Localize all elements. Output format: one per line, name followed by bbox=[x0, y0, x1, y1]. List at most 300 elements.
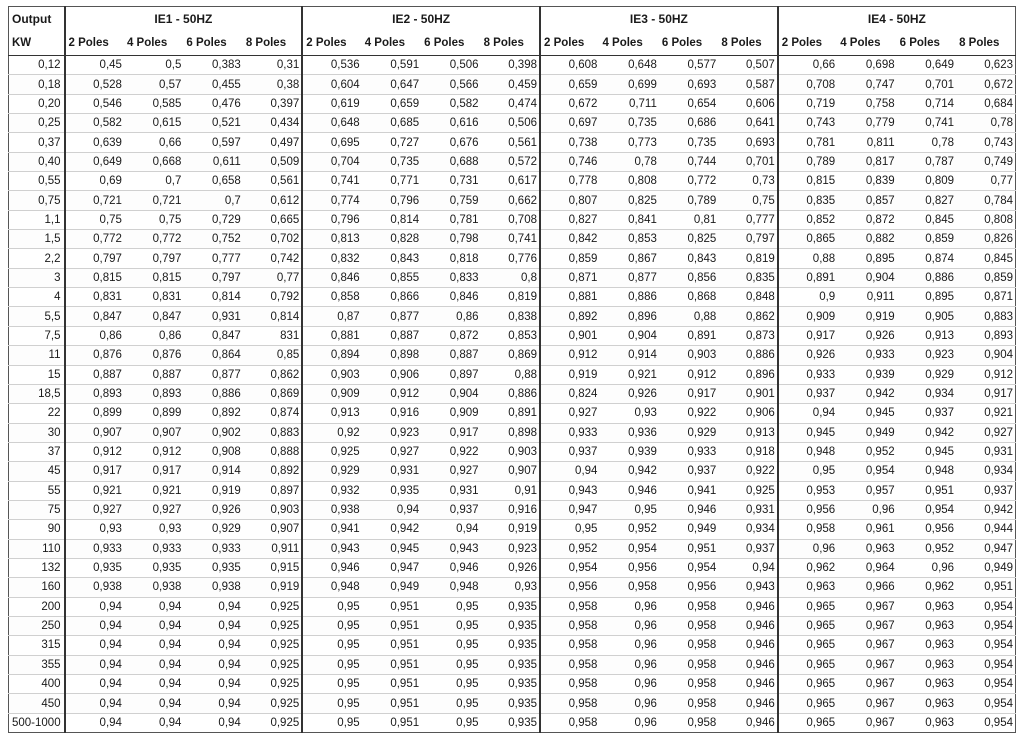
efficiency-cell: 0,877 bbox=[599, 268, 658, 287]
efficiency-cell: 0,789 bbox=[659, 191, 718, 210]
efficiency-cell: 0,857 bbox=[837, 191, 896, 210]
efficiency-cell: 0,967 bbox=[837, 675, 896, 694]
efficiency-cell: 0,926 bbox=[183, 500, 242, 519]
efficiency-cell: 0,744 bbox=[659, 152, 718, 171]
efficiency-cell: 0,913 bbox=[718, 423, 777, 442]
efficiency-cell: 0,919 bbox=[540, 365, 599, 384]
efficiency-cell: 0,913 bbox=[302, 404, 361, 423]
efficiency-cell: 0,967 bbox=[837, 713, 896, 732]
efficiency-cell: 0,946 bbox=[599, 481, 658, 500]
table-row bbox=[9, 326, 1016, 345]
efficiency-cell: 0,951 bbox=[362, 675, 421, 694]
efficiency-cell: 0,668 bbox=[124, 152, 183, 171]
ie4-6poles-header: 6 Poles bbox=[897, 31, 956, 56]
efficiency-cell: 0,904 bbox=[599, 326, 658, 345]
efficiency-cell: 0,94 bbox=[65, 636, 124, 655]
efficiency-cell: 0,743 bbox=[956, 133, 1015, 152]
efficiency-cell: 0,903 bbox=[302, 365, 361, 384]
efficiency-cell: 0,698 bbox=[837, 56, 896, 75]
efficiency-cell: 0,8 bbox=[481, 268, 540, 287]
efficiency-cell: 0,654 bbox=[659, 94, 718, 113]
efficiency-cell: 0,945 bbox=[778, 423, 837, 442]
efficiency-cell: 0,941 bbox=[302, 520, 361, 539]
efficiency-cell: 0,921 bbox=[599, 365, 658, 384]
efficiency-cell: 0,896 bbox=[599, 307, 658, 326]
efficiency-cell: 0,838 bbox=[481, 307, 540, 326]
efficiency-cell: 0,94 bbox=[65, 655, 124, 674]
efficiency-cell: 0,721 bbox=[124, 191, 183, 210]
efficiency-cell: 0,711 bbox=[599, 94, 658, 113]
efficiency-cell: 0,967 bbox=[837, 597, 896, 616]
efficiency-cell: 0,521 bbox=[183, 114, 242, 133]
efficiency-cell: 0,935 bbox=[481, 597, 540, 616]
efficiency-cell: 0,741 bbox=[481, 230, 540, 249]
output-kw-cell: 200 bbox=[9, 597, 65, 616]
efficiency-cell: 0,859 bbox=[540, 249, 599, 268]
efficiency-cell: 0,951 bbox=[659, 539, 718, 558]
efficiency-cell: 0,892 bbox=[243, 462, 302, 481]
efficiency-cell: 0,94 bbox=[183, 675, 242, 694]
efficiency-cell: 0,912 bbox=[540, 346, 599, 365]
efficiency-cell: 0,887 bbox=[124, 365, 183, 384]
output-kw-cell: 1,5 bbox=[9, 230, 65, 249]
efficiency-cell: 0,913 bbox=[897, 326, 956, 345]
efficiency-cell: 0,918 bbox=[718, 442, 777, 461]
efficiency-cell: 0,929 bbox=[659, 423, 718, 442]
efficiency-cell: 0,958 bbox=[659, 694, 718, 713]
table-row bbox=[9, 558, 1016, 577]
efficiency-cell: 0,685 bbox=[362, 114, 421, 133]
efficiency-cell: 0,847 bbox=[124, 307, 183, 326]
efficiency-cell: 0,617 bbox=[481, 172, 540, 191]
efficiency-cell: 0,933 bbox=[124, 539, 183, 558]
efficiency-cell: 0,743 bbox=[778, 114, 837, 133]
efficiency-cell: 0,566 bbox=[421, 75, 480, 94]
efficiency-cell: 0,954 bbox=[956, 597, 1015, 616]
efficiency-cell: 0,931 bbox=[956, 442, 1015, 461]
efficiency-cell: 0,606 bbox=[718, 94, 777, 113]
output-kw-cell: 0,40 bbox=[9, 152, 65, 171]
efficiency-cell: 0,965 bbox=[778, 694, 837, 713]
ie2-8poles-header: 8 Poles bbox=[481, 31, 540, 56]
ie1-2poles-header: 2 Poles bbox=[65, 31, 124, 56]
efficiency-cell: 0,937 bbox=[659, 462, 718, 481]
efficiency-cell: 0,78 bbox=[956, 114, 1015, 133]
efficiency-cell: 0,922 bbox=[421, 442, 480, 461]
efficiency-cell: 0,958 bbox=[540, 636, 599, 655]
efficiency-cell: 0,963 bbox=[897, 597, 956, 616]
table-row bbox=[9, 462, 1016, 481]
efficiency-cell: 0,877 bbox=[362, 307, 421, 326]
efficiency-cell: 0,963 bbox=[897, 675, 956, 694]
efficiency-cell: 0,926 bbox=[481, 558, 540, 577]
efficiency-cell: 0,926 bbox=[837, 326, 896, 345]
output-kw-cell: 0,55 bbox=[9, 172, 65, 191]
efficiency-cell: 0,962 bbox=[897, 578, 956, 597]
efficiency-cell: 0,853 bbox=[481, 326, 540, 345]
efficiency-cell: 0,921 bbox=[956, 404, 1015, 423]
efficiency-cell: 0,831 bbox=[124, 288, 183, 307]
efficiency-cell: 0,658 bbox=[183, 172, 242, 191]
efficiency-cell: 0,927 bbox=[540, 404, 599, 423]
efficiency-cell: 0,909 bbox=[302, 384, 361, 403]
efficiency-cell: 0,919 bbox=[183, 481, 242, 500]
efficiency-cell: 0,891 bbox=[481, 404, 540, 423]
table-row bbox=[9, 384, 1016, 403]
efficiency-cell: 0,95 bbox=[421, 713, 480, 732]
efficiency-cell: 0,86 bbox=[421, 307, 480, 326]
efficiency-cell: 0,921 bbox=[124, 481, 183, 500]
efficiency-cell: 0,953 bbox=[778, 481, 837, 500]
table-row bbox=[9, 75, 1016, 94]
efficiency-cell: 0,697 bbox=[540, 114, 599, 133]
efficiency-cell: 0,95 bbox=[540, 520, 599, 539]
efficiency-cell: 0,954 bbox=[956, 655, 1015, 674]
efficiency-cell: 0,925 bbox=[302, 442, 361, 461]
efficiency-cell: 0,886 bbox=[481, 384, 540, 403]
efficiency-cell: 0,5 bbox=[124, 56, 183, 75]
efficiency-cell: 0,954 bbox=[956, 675, 1015, 694]
efficiency-cell: 0,779 bbox=[837, 114, 896, 133]
efficiency-cell: 0,914 bbox=[183, 462, 242, 481]
efficiency-cell: 0,828 bbox=[362, 230, 421, 249]
efficiency-cell: 0,957 bbox=[837, 481, 896, 500]
efficiency-cell: 0,815 bbox=[65, 268, 124, 287]
efficiency-cell: 0,954 bbox=[599, 539, 658, 558]
efficiency-cell: 0,899 bbox=[65, 404, 124, 423]
efficiency-cell: 0,914 bbox=[599, 346, 658, 365]
efficiency-cell: 0,699 bbox=[599, 75, 658, 94]
efficiency-cell: 0,935 bbox=[65, 558, 124, 577]
efficiency-cell: 0,434 bbox=[243, 114, 302, 133]
efficiency-cell: 0,398 bbox=[481, 56, 540, 75]
efficiency-cell: 0,93 bbox=[599, 404, 658, 423]
efficiency-cell: 0,931 bbox=[362, 462, 421, 481]
efficiency-cell: 0,94 bbox=[65, 713, 124, 732]
efficiency-cell: 0,952 bbox=[897, 539, 956, 558]
efficiency-cell: 0,923 bbox=[481, 539, 540, 558]
efficiency-cell: 0,874 bbox=[243, 404, 302, 423]
efficiency-cell: 0,88 bbox=[481, 365, 540, 384]
efficiency-cell: 0,623 bbox=[956, 56, 1015, 75]
efficiency-cell: 0,893 bbox=[124, 384, 183, 403]
efficiency-cell: 0,939 bbox=[837, 365, 896, 384]
efficiency-cell: 0,906 bbox=[362, 365, 421, 384]
efficiency-cell: 0,853 bbox=[599, 230, 658, 249]
ie4-2poles-header: 2 Poles bbox=[778, 31, 837, 56]
efficiency-cell: 0,94 bbox=[65, 597, 124, 616]
efficiency-cell: 0,954 bbox=[956, 636, 1015, 655]
efficiency-cell: 0,772 bbox=[124, 230, 183, 249]
efficiency-cell: 0,954 bbox=[659, 558, 718, 577]
efficiency-cell: 0,967 bbox=[837, 694, 896, 713]
efficiency-cell: 0,615 bbox=[124, 114, 183, 133]
efficiency-cell: 0,811 bbox=[837, 133, 896, 152]
efficiency-cell: 0,925 bbox=[243, 655, 302, 674]
efficiency-cell: 0,929 bbox=[302, 462, 361, 481]
efficiency-cell: 0,94 bbox=[65, 675, 124, 694]
efficiency-cell: 0,904 bbox=[956, 346, 1015, 365]
efficiency-cell: 0,862 bbox=[718, 307, 777, 326]
efficiency-cell: 0,935 bbox=[124, 558, 183, 577]
efficiency-cell: 0,93 bbox=[124, 520, 183, 539]
table-row bbox=[9, 423, 1016, 442]
efficiency-cell: 0,611 bbox=[183, 152, 242, 171]
efficiency-cell: 0,536 bbox=[302, 56, 361, 75]
efficiency-cell: 0,852 bbox=[778, 210, 837, 229]
efficiency-cell: 0,96 bbox=[599, 713, 658, 732]
efficiency-cell: 0,701 bbox=[718, 152, 777, 171]
efficiency-cell: 0,856 bbox=[659, 268, 718, 287]
efficiency-cell: 0,926 bbox=[778, 346, 837, 365]
efficiency-cell: 0,958 bbox=[540, 675, 599, 694]
efficiency-cell: 0,958 bbox=[540, 655, 599, 674]
efficiency-cell: 0,825 bbox=[599, 191, 658, 210]
efficiency-cell: 0,922 bbox=[718, 462, 777, 481]
efficiency-cell: 0,965 bbox=[778, 713, 837, 732]
efficiency-cell: 0,927 bbox=[956, 423, 1015, 442]
efficiency-cell: 0,942 bbox=[837, 384, 896, 403]
output-kw-cell: 0,25 bbox=[9, 114, 65, 133]
output-kw-cell: 45 bbox=[9, 462, 65, 481]
efficiency-cell: 0,912 bbox=[362, 384, 421, 403]
efficiency-cell: 0,735 bbox=[599, 114, 658, 133]
efficiency-cell: 0,964 bbox=[837, 558, 896, 577]
efficiency-cell: 0,693 bbox=[718, 133, 777, 152]
efficiency-cell: 0,893 bbox=[956, 326, 1015, 345]
output-kw-cell: 355 bbox=[9, 655, 65, 674]
efficiency-cell: 0,95 bbox=[599, 500, 658, 519]
efficiency-cell: 0,901 bbox=[718, 384, 777, 403]
efficiency-cell: 0,78 bbox=[599, 152, 658, 171]
efficiency-cell: 0,923 bbox=[897, 346, 956, 365]
efficiency-cell: 0,95 bbox=[421, 694, 480, 713]
efficiency-cell: 0,648 bbox=[302, 114, 361, 133]
efficiency-cell: 0,95 bbox=[421, 655, 480, 674]
efficiency-cell: 0,719 bbox=[778, 94, 837, 113]
efficiency-cell: 0,948 bbox=[778, 442, 837, 461]
efficiency-cell: 0,7 bbox=[124, 172, 183, 191]
efficiency-cell: 0,956 bbox=[897, 520, 956, 539]
efficiency-cell: 0,931 bbox=[421, 481, 480, 500]
efficiency-cell: 0,934 bbox=[718, 520, 777, 539]
efficiency-cell: 0,731 bbox=[421, 172, 480, 191]
efficiency-cell: 0,94 bbox=[421, 520, 480, 539]
efficiency-cell: 0,907 bbox=[243, 520, 302, 539]
efficiency-cell: 0,81 bbox=[659, 210, 718, 229]
efficiency-cell: 0,956 bbox=[599, 558, 658, 577]
efficiency-cell: 0,94 bbox=[124, 655, 183, 674]
table-row bbox=[9, 713, 1016, 732]
efficiency-cell: 0,881 bbox=[302, 326, 361, 345]
efficiency-cell: 0,891 bbox=[659, 326, 718, 345]
efficiency-cell: 0,952 bbox=[540, 539, 599, 558]
ie2-2poles-header: 2 Poles bbox=[302, 31, 361, 56]
efficiency-cell: 0,746 bbox=[540, 152, 599, 171]
efficiency-cell: 0,904 bbox=[421, 384, 480, 403]
efficiency-cell: 0,95 bbox=[421, 675, 480, 694]
efficiency-cell: 0,741 bbox=[302, 172, 361, 191]
efficiency-cell: 0,94 bbox=[124, 675, 183, 694]
efficiency-cell: 0,912 bbox=[65, 442, 124, 461]
output-kw-cell: 132 bbox=[9, 558, 65, 577]
efficiency-cell: 0,843 bbox=[362, 249, 421, 268]
efficiency-cell: 0,647 bbox=[362, 75, 421, 94]
efficiency-cell: 0,958 bbox=[659, 675, 718, 694]
efficiency-cell: 0,701 bbox=[897, 75, 956, 94]
efficiency-cell: 0,506 bbox=[481, 114, 540, 133]
efficiency-cell: 0,749 bbox=[956, 152, 1015, 171]
efficiency-cell: 0,94 bbox=[183, 655, 242, 674]
table-row bbox=[9, 675, 1016, 694]
efficiency-cell: 0,808 bbox=[956, 210, 1015, 229]
output-kw-cell: 7,5 bbox=[9, 326, 65, 345]
efficiency-cell: 0,758 bbox=[837, 94, 896, 113]
efficiency-cell: 0,94 bbox=[540, 462, 599, 481]
group-header-row bbox=[9, 7, 1016, 32]
efficiency-cell: 0,946 bbox=[718, 655, 777, 674]
efficiency-cell: 0,93 bbox=[65, 520, 124, 539]
efficiency-cell: 0,897 bbox=[421, 365, 480, 384]
efficiency-cell: 0,892 bbox=[540, 307, 599, 326]
efficiency-cell: 0,965 bbox=[778, 636, 837, 655]
table-row bbox=[9, 152, 1016, 171]
efficiency-cell: 0,814 bbox=[362, 210, 421, 229]
efficiency-cell: 0,917 bbox=[659, 384, 718, 403]
efficiency-cell: 0,833 bbox=[421, 268, 480, 287]
efficiency-cell: 0,958 bbox=[540, 597, 599, 616]
efficiency-cell: 0,847 bbox=[65, 307, 124, 326]
efficiency-cell: 0,587 bbox=[718, 75, 777, 94]
efficiency-cell: 0,933 bbox=[659, 442, 718, 461]
efficiency-cell: 0,94 bbox=[124, 597, 183, 616]
efficiency-cell: 0,842 bbox=[540, 230, 599, 249]
efficiency-cell: 0,864 bbox=[183, 346, 242, 365]
efficiency-cell: 0,96 bbox=[599, 616, 658, 635]
efficiency-cell: 0,639 bbox=[65, 133, 124, 152]
efficiency-cell: 0,893 bbox=[65, 384, 124, 403]
efficiency-cell: 0,7 bbox=[183, 191, 242, 210]
efficiency-cell: 0,965 bbox=[778, 616, 837, 635]
efficiency-cell: 0,75 bbox=[124, 210, 183, 229]
output-kw-cell: 400 bbox=[9, 675, 65, 694]
output-kw-cell: 75 bbox=[9, 500, 65, 519]
efficiency-cell: 0,925 bbox=[243, 597, 302, 616]
efficiency-cell: 0,94 bbox=[183, 616, 242, 635]
efficiency-cell: 0,909 bbox=[421, 404, 480, 423]
efficiency-cell: 0,866 bbox=[362, 288, 421, 307]
output-kw-cell: 4 bbox=[9, 288, 65, 307]
table-row bbox=[9, 404, 1016, 423]
efficiency-cell: 0,925 bbox=[243, 616, 302, 635]
efficiency-cell: 0,843 bbox=[659, 249, 718, 268]
efficiency-cell: 0,958 bbox=[540, 694, 599, 713]
efficiency-cell: 0,925 bbox=[243, 675, 302, 694]
table-row bbox=[9, 365, 1016, 384]
efficiency-cell: 0,966 bbox=[837, 578, 896, 597]
table-row bbox=[9, 636, 1016, 655]
efficiency-cell: 0,963 bbox=[897, 655, 956, 674]
efficiency-cell: 0,649 bbox=[65, 152, 124, 171]
efficiency-cell: 0,941 bbox=[659, 481, 718, 500]
table-row bbox=[9, 191, 1016, 210]
efficiency-cell: 0,932 bbox=[302, 481, 361, 500]
efficiency-cell: 0,94 bbox=[183, 597, 242, 616]
ie3-group-header: IE3 - 50HZ bbox=[540, 7, 778, 32]
efficiency-cell: 0,835 bbox=[718, 268, 777, 287]
table-row bbox=[9, 481, 1016, 500]
efficiency-cell: 0,917 bbox=[778, 326, 837, 345]
efficiency-cell: 0,759 bbox=[421, 191, 480, 210]
efficiency-cell: 0,528 bbox=[65, 75, 124, 94]
efficiency-cell: 0,906 bbox=[718, 404, 777, 423]
efficiency-cell: 0,797 bbox=[124, 249, 183, 268]
output-kw-cell: 0,75 bbox=[9, 191, 65, 210]
efficiency-cell: 0,476 bbox=[183, 94, 242, 113]
efficiency-cell: 0,948 bbox=[302, 578, 361, 597]
efficiency-cell: 0,738 bbox=[540, 133, 599, 152]
efficiency-cell: 0,933 bbox=[183, 539, 242, 558]
efficiency-cell: 0,855 bbox=[362, 268, 421, 287]
efficiency-cell: 0,887 bbox=[65, 365, 124, 384]
table-row bbox=[9, 597, 1016, 616]
table-row bbox=[9, 655, 1016, 674]
efficiency-cell: 0,951 bbox=[362, 655, 421, 674]
efficiency-cell: 0,933 bbox=[837, 346, 896, 365]
efficiency-cell: 0,956 bbox=[540, 578, 599, 597]
efficiency-cell: 0,777 bbox=[183, 249, 242, 268]
efficiency-cell: 0,96 bbox=[599, 597, 658, 616]
efficiency-cell: 0,865 bbox=[778, 230, 837, 249]
efficiency-cell: 0,877 bbox=[183, 365, 242, 384]
efficiency-cell: 0,916 bbox=[362, 404, 421, 423]
table-row bbox=[9, 94, 1016, 113]
efficiency-cell: 0,911 bbox=[837, 288, 896, 307]
output-kw-cell: 2,2 bbox=[9, 249, 65, 268]
table-row bbox=[9, 539, 1016, 558]
efficiency-cell: 0,937 bbox=[421, 500, 480, 519]
efficiency-cell: 0,909 bbox=[778, 307, 837, 326]
efficiency-cell: 0,94 bbox=[362, 500, 421, 519]
efficiency-cell: 0,905 bbox=[897, 307, 956, 326]
efficiency-cell: 0,958 bbox=[599, 578, 658, 597]
efficiency-cell: 0,942 bbox=[956, 500, 1015, 519]
efficiency-cell: 0,648 bbox=[599, 56, 658, 75]
efficiency-cell: 0,892 bbox=[183, 404, 242, 423]
efficiency-cell: 0,935 bbox=[481, 713, 540, 732]
efficiency-cell: 0,917 bbox=[124, 462, 183, 481]
efficiency-cell: 0,832 bbox=[302, 249, 361, 268]
efficiency-cell: 0,956 bbox=[778, 500, 837, 519]
efficiency-cell: 0,951 bbox=[897, 481, 956, 500]
efficiency-cell: 0,872 bbox=[421, 326, 480, 345]
efficiency-cell: 0,868 bbox=[659, 288, 718, 307]
efficiency-cell: 0,935 bbox=[481, 655, 540, 674]
efficiency-cell: 0,942 bbox=[897, 423, 956, 442]
efficiency-cell: 0,963 bbox=[897, 636, 956, 655]
efficiency-cell: 0,958 bbox=[659, 616, 718, 635]
efficiency-cell: 0,963 bbox=[897, 713, 956, 732]
efficiency-cell: 0,585 bbox=[124, 94, 183, 113]
efficiency-cell: 0,94 bbox=[65, 616, 124, 635]
efficiency-cell: 0,708 bbox=[778, 75, 837, 94]
efficiency-cell: 0,949 bbox=[956, 558, 1015, 577]
efficiency-cell: 0,66 bbox=[778, 56, 837, 75]
efficiency-cell: 0,946 bbox=[718, 636, 777, 655]
efficiency-cell: 0,827 bbox=[540, 210, 599, 229]
efficiency-cell: 0,9 bbox=[778, 288, 837, 307]
efficiency-cell: 0,814 bbox=[243, 307, 302, 326]
